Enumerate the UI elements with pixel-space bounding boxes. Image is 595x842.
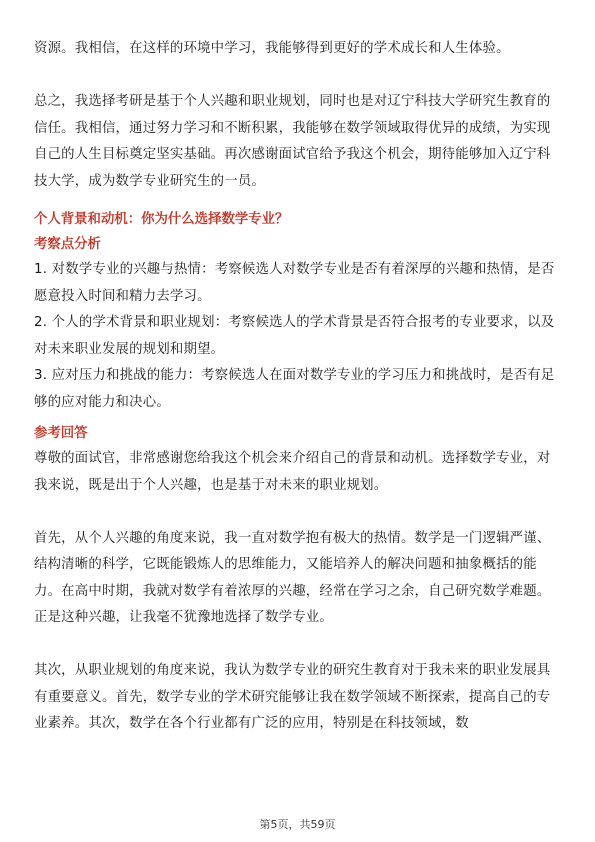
analysis-title: 考察点分析 [34, 237, 101, 252]
answer-title: 参考回答 [34, 426, 88, 441]
answer-paragraph: 尊敬的面试官，非常感谢您给我这个机会来介绍自己的背景和动机。选择数学专业，对我来说，既是出于个人兴趣，也是基于对未来的职业规划。 [34, 451, 551, 493]
page-footer: 第5页，共59页 [259, 818, 336, 831]
answer-paragraph: 首先，从个人兴趣的角度来说，我一直对数学抱有极大的热情。数学是一门逻辑严谨、结构清晰的科学，它既能锻炼人的思维能力，又能培养人的解决问题和抽象概括的能力。在高中时期，我就对数学有着浓厚的兴趣，经常在学习之余，自己研究数学难题。正是这种兴趣，让我毫不犹豫地选择了数学专业。 [34, 530, 551, 625]
spacer [34, 632, 564, 659]
answer-paragraph: 其次，从职业规划的角度来说，我认为数学专业的研究生教育对于我未来的职业发展具有重要意义。首先，数学专业的学术研究能够让我在数学领域不断探索，提高自己的专业素养。其次，数学在各个行业都有广泛的应用，特别是在科技领域，数 [34, 663, 551, 731]
analysis-point: 1. 对数学专业的兴趣与热情：考察候选人对数学专业是否有着深厚的兴趣和热情，是否愿意投入时间和精力去学习。 [34, 262, 555, 304]
spacer [34, 499, 564, 526]
conclusion-paragraph: 总之，我选择考研是基于个人兴趣和职业规划，同时也是对辽宁科技大学研究生教育的信任。我相信，通过努力学习和不断积累，我能够在数学领域取得优异的成绩，为实现自己的人生目标奠定坚实基础。再次感谢面试官给予我这个机会，期待能够加入辽宁科技大学，成为数学专业研究生的一员。 [34, 94, 551, 189]
intro-tail-paragraph: 资源。我相信，在这样的环境中学习，我能够得到更好的学术成长和人生体验。 [34, 41, 510, 56]
analysis-point: 3. 应对压力和挑战的能力：考察候选人在面对数学专业的学习压力和挑战时，是否有足够的应对能力和决心。 [34, 368, 555, 410]
document-page [34, 36, 564, 738]
question-title: 个人背景和动机：你为什么选择数学专业？ [34, 212, 289, 227]
analysis-point: 2. 个人的学术背景和职业规划：考察候选人的学术背景是否符合报考的专业要求，以及对未来职业发展的规划和期望。 [34, 315, 555, 357]
spacer [34, 63, 564, 90]
